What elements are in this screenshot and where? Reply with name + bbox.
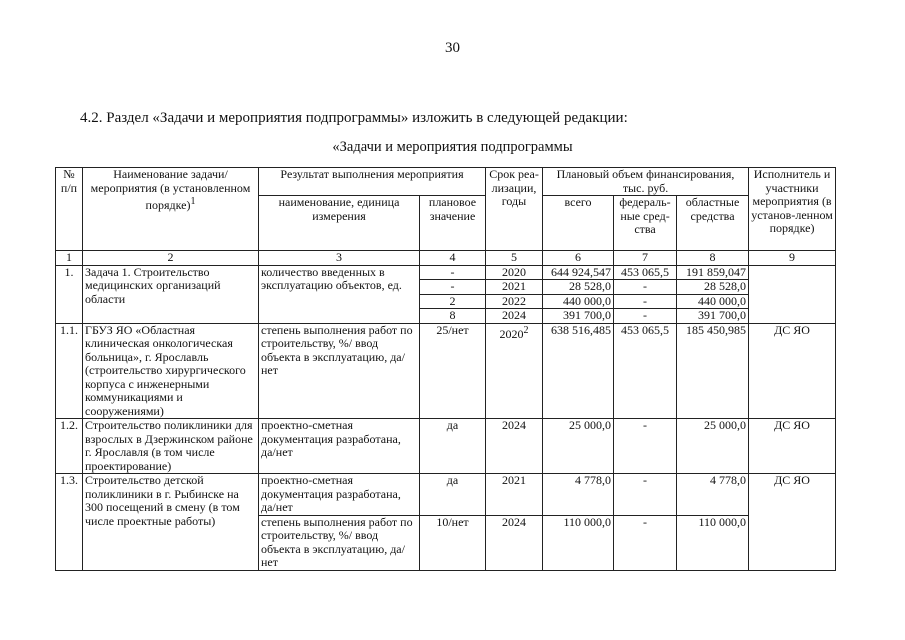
year: 2022 [486,294,543,309]
regional: 191 859,047 [677,265,749,280]
result-name: проектно-сметная документация разработана, да/нет [259,419,420,474]
federal: - [614,515,677,570]
row-num: 1.3. [56,474,83,571]
table-row [56,474,836,516]
regional: 25 000,0 [677,419,749,474]
total: 25 000,0 [543,419,614,474]
regional: 391 700,0 [677,309,749,324]
plan-value: 8 [420,309,486,324]
total: 440 000,0 [543,294,614,309]
col-number: 5 [486,251,543,266]
regional: 185 450,985 [677,323,749,419]
tasks-table [55,167,836,571]
total: 28 528,0 [543,280,614,295]
header-regional: областные средства [677,196,749,251]
task-name: ГБУЗ ЯО «Областная клиническая онкологическая больница», г. Ярославль (строительство хирургического корпуса с инженерными коммуникациями и сооружениями) [83,323,259,419]
regional: 110 000,0 [677,515,749,570]
total: 638 516,485 [543,323,614,419]
year: 2024 [486,419,543,474]
plan-value: - [420,280,486,295]
year: 2024 [486,515,543,570]
col-number: 1 [56,251,83,266]
row-num: 1. [56,265,83,323]
federal: 453 065,5 [614,265,677,280]
header-executor: Исполнитель и участники мероприятия (в установ-ленном порядке) [749,168,836,251]
result-name: степень выполнения работ по строительству, %/ ввод объекта в эксплуатацию, да/нет [259,515,420,570]
task-name: Строительство детской поликлиники в г. Рыбинске на 300 посещений в смену (в том числе проектные работы) [83,474,259,571]
page-number: 30 [445,40,460,56]
result-name: количество введенных в эксплуатацию объектов, ед. [259,265,420,323]
total: 4 778,0 [543,474,614,516]
row-num: 1.2. [56,419,83,474]
total: 644 924,547 [543,265,614,280]
header-federal: федераль-ные сред-ства [614,196,677,251]
column-number-row [56,251,836,266]
regional: 4 778,0 [677,474,749,516]
year: 2020 [486,265,543,280]
header-term: Срок реа-лизации, годы [486,168,543,251]
executor: ДС ЯО [749,323,836,419]
year: 2021 [486,474,543,516]
header-num: № п/п [56,168,83,251]
plan-value: да [420,474,486,516]
header-result-plan: плановое значение [420,196,486,251]
header-name: Наименование задачи/мероприятия (в установленном порядке)$^1$ [83,168,259,251]
header-result-name: наименование, единица измерения [259,196,420,251]
header-row-1 [56,168,836,196]
total: 110 000,0 [543,515,614,570]
col-number: 4 [420,251,486,266]
footnote-mark: 2 [523,324,529,336]
col-number: 7 [614,251,677,266]
col-number: 6 [543,251,614,266]
col-number: 3 [259,251,420,266]
year: 2024 [486,309,543,324]
table-row [56,323,836,419]
task-name: Строительство поликлиники для взрослых в Дзержинском районе г. Ярославля (в том числе проектирование) [83,419,259,474]
plan-value: да [420,419,486,474]
federal: - [614,280,677,295]
regional: 440 000,0 [677,294,749,309]
year: 2021 [486,280,543,295]
result-name: степень выполнения работ по строительству, %/ ввод объекта в эксплуатацию, да/нет [259,323,420,419]
executor: ДС ЯО [749,419,836,474]
executor: ДС ЯО [749,474,836,571]
plan-value: 25/нет [420,323,486,419]
col-number: 8 [677,251,749,266]
task-name: Задача 1. Строительство медицинских организаций области [83,265,259,323]
row-num: 1.1. [56,323,83,419]
executor [749,265,836,323]
federal: - [614,294,677,309]
header-result: Результат выполнения мероприятия [259,168,486,196]
regional: 28 528,0 [677,280,749,295]
federal: 453 065,5 [614,323,677,419]
table-row [56,265,836,280]
plan-value: 10/нет [420,515,486,570]
year: 2020$^2$ [486,323,543,419]
footnote-mark: 1 [190,196,196,207]
col-number: 9 [749,251,836,266]
header-finance: Плановый объем финансирования, тыс. руб. [543,168,749,196]
col-number: 2 [83,251,259,266]
result-name: проектно-сметная документация разработана, да/нет [259,474,420,516]
table-row [56,419,836,474]
federal: - [614,474,677,516]
total: 391 700,0 [543,309,614,324]
federal: - [614,419,677,474]
plan-value: 2 [420,294,486,309]
plan-value: - [420,265,486,280]
federal: - [614,309,677,324]
intro-paragraph: 4.2. Раздел «Задачи и мероприятия подпрограммы» изложить в следующей редакции: [80,110,628,126]
header-total: всего [543,196,614,251]
section-subtitle: «Задачи и мероприятия подпрограммы [332,139,573,155]
